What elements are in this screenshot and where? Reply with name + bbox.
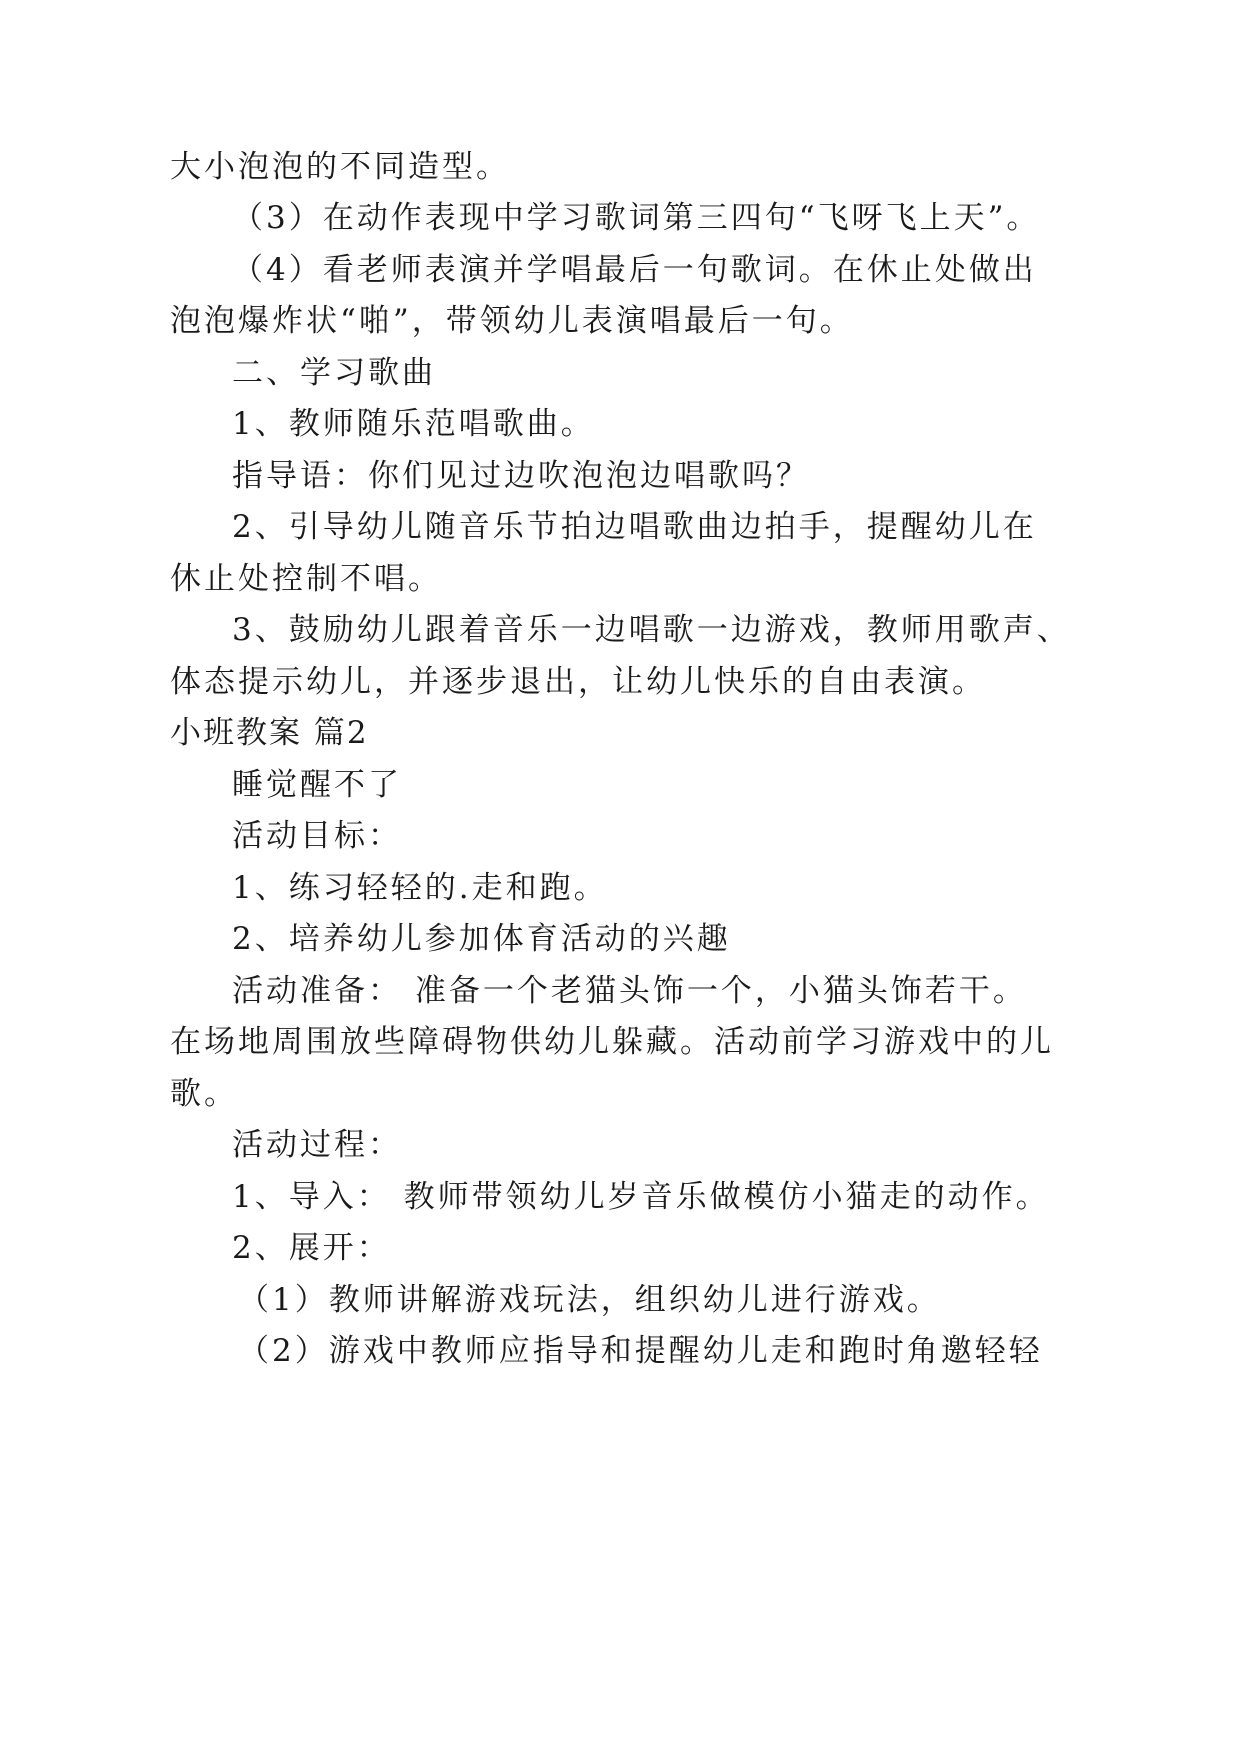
body-text-line: （2）游戏中教师应指导和提醒幼儿走和跑时角邀轻轻 [238, 1333, 1043, 1369]
body-text-line: 2、引导幼儿随音乐节拍边唱歌曲边拍手，提醒幼儿在 [232, 509, 1037, 545]
body-text-line: 2、展开： [232, 1230, 391, 1266]
body-text-line: 1、练习轻轻的.走和跑。 [232, 870, 608, 906]
body-text-line: 1、教师随乐范唱歌曲。 [232, 406, 595, 442]
body-text-line: 休止处控制不唱。 [170, 561, 442, 597]
body-text-line: 活动准备： 准备一个老猫头饰一个，小猫头饰若干。 [232, 973, 1027, 1009]
body-text-line: 指导语：你们见过边吹泡泡边唱歌吗？ [232, 458, 810, 494]
body-text-line: 1、导入： 教师带领幼儿岁音乐做模仿小猫走的动作。 [232, 1179, 1050, 1215]
body-text-line: 体态提示幼儿，并逐步退出，让幼儿快乐的自由表演。 [170, 664, 986, 700]
section-heading: 二、学习歌曲 [232, 355, 436, 391]
body-text-line: 在场地周围放些障碍物供幼儿躲藏。活动前学习游戏中的儿 [170, 1024, 1054, 1060]
body-text-line: 2、培养幼儿参加体育活动的兴趣 [232, 921, 731, 957]
body-text-line: 歌。 [170, 1076, 238, 1112]
body-text-line: 大小泡泡的不同造型。 [170, 149, 510, 185]
body-text-line: （3）在动作表现中学习歌词第三四句“飞呀飞上天”。 [232, 200, 1041, 236]
body-text-line: 3、鼓励幼儿跟着音乐一边唱歌一边游戏，教师用歌声、 [232, 612, 1071, 648]
lesson-title: 小班教案 篇2 [170, 715, 369, 751]
body-text-line: （4）看老师表演并学唱最后一句歌词。在休止处做出 [232, 252, 1037, 288]
body-text-line: 泡泡爆炸状“啪”，带领幼儿表演唱最后一句。 [170, 303, 854, 339]
activity-name: 睡觉醒不了 [232, 767, 402, 803]
section-heading: 活动过程： [232, 1127, 402, 1163]
body-text-line: （1）教师讲解游戏玩法，组织幼儿进行游戏。 [238, 1282, 941, 1318]
section-heading: 活动目标： [232, 818, 402, 854]
